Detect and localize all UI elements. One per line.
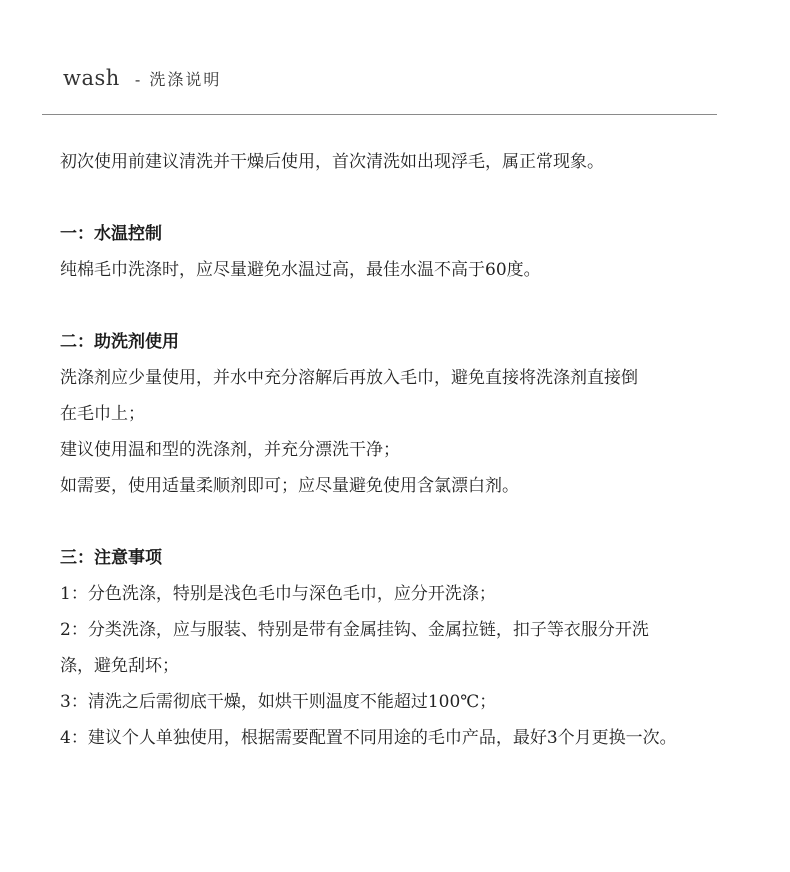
section-line: 1：分色洗涤，特别是浅色毛巾与深色毛巾，应分开洗涤；	[60, 584, 496, 604]
section-title-precautions: 三：注意事项	[60, 548, 162, 568]
wash-instructions	[60, 144, 760, 756]
section-line: 纯棉毛巾洗涤时，应尽量避免水温过高，最佳水温不高于60度。	[60, 260, 541, 280]
section-line: 建议使用温和型的洗涤剂，并充分漂洗干净；	[60, 440, 400, 460]
spacer	[60, 180, 760, 216]
section-line: 在毛巾上；	[60, 404, 145, 424]
section-line: 洗涤剂应少量使用，并水中充分溶解后再放入毛巾，避免直接将洗涤剂直接倒	[60, 368, 638, 388]
intro-text: 初次使用前建议清洗并干燥后使用，首次清洗如出现浮毛，属正常现象。	[60, 152, 604, 172]
page-header	[63, 66, 221, 90]
header-title-zh: - 洗涤说明	[134, 70, 222, 89]
header-title-en: wash	[63, 66, 120, 90]
spacer	[60, 288, 760, 324]
section-title-detergent-use: 二：助洗剂使用	[60, 332, 179, 352]
section-title-water-temperature: 一：水温控制	[60, 224, 162, 244]
spacer	[60, 504, 760, 540]
section-line: 3：清洗之后需彻底干燥，如烘干则温度不能超过100℃；	[60, 692, 497, 712]
section-line: 2：分类洗涤，应与服装、特别是带有金属挂钩、金属拉链，扣子等衣服分开洗	[60, 620, 649, 640]
header-divider	[42, 114, 717, 115]
section-line: 涤，避免刮坏；	[60, 656, 179, 676]
section-line: 4：建议个人单独使用，根据需要配置不同用途的毛巾产品，最好3个月更换一次。	[60, 728, 677, 748]
section-line: 如需要，使用适量柔顺剂即可；应尽量避免使用含氯漂白剂。	[60, 476, 519, 496]
